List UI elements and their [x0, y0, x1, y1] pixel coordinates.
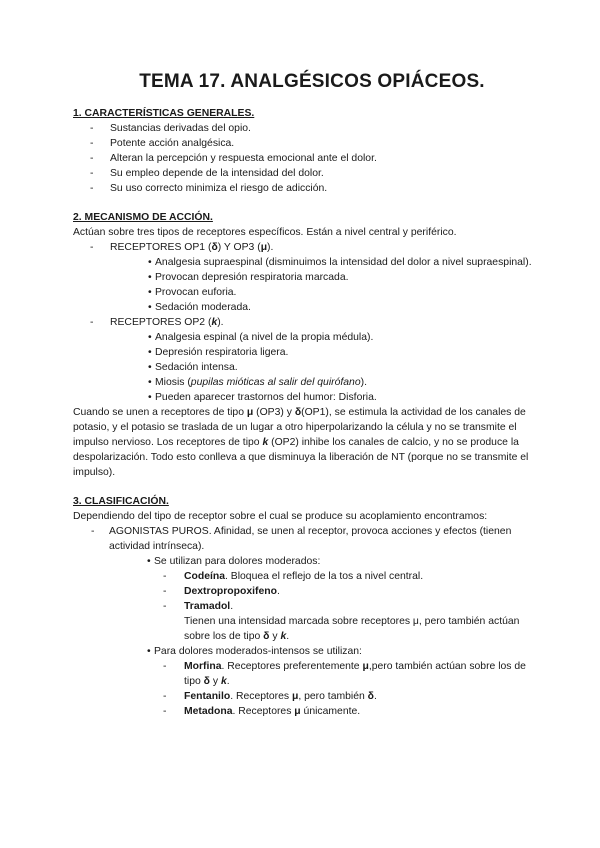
- list-item: • Se utilizan para dolores moderados:: [147, 554, 543, 569]
- general-characteristics-list: [73, 121, 543, 196]
- list-item: • Depresión respiratoria ligera.: [148, 345, 543, 360]
- document-page: [73, 70, 543, 719]
- drug-codeina: - Codeína. Bloquea el reflejo de la tos a nivel central.: [150, 569, 543, 584]
- classification-intro: Dependiendo del tipo de receptor sobre el cual se produce su acoplamiento encontramos:: [73, 511, 488, 522]
- moderate-drug-list: [73, 569, 543, 644]
- list-item: • Analgesia supraespinal (disminuimos la intensidad del dolor a nivel supraespinal).: [148, 255, 543, 270]
- drug-metadona: - Metadona. Receptores μ únicamente.: [150, 704, 543, 719]
- drug-fentanilo: - Fentanilo. Receptores μ, pero también δ.: [150, 689, 543, 704]
- intense-drug-list: [73, 659, 543, 719]
- page-title: TEMA 17. ANALGÉSICOS OPIÁCEOS.: [139, 71, 485, 92]
- list-item: - Su empleo depende de la intensidad del dolor.: [73, 166, 543, 181]
- drug-tramadol: - Tramadol. Tienen una intensidad marcada sobre receptores μ, pero también actúan sobre los de tipo δ y k.: [150, 599, 543, 644]
- list-item: • Analgesia espinal (a nivel de la propia médula).: [148, 330, 543, 345]
- drug-dextropropoxifeno: - Dextropropoxifeno.: [150, 584, 543, 599]
- list-item: - Sustancias derivadas del opio.: [73, 121, 543, 136]
- list-item: • Provocan depresión respiratoria marcada.: [148, 270, 543, 285]
- op2-effects: [73, 330, 543, 405]
- agonists-item: - AGONISTAS PUROS. Afinidad, se unen al receptor, provoca acciones y efectos (tienen actividad intrínseca).: [73, 524, 543, 554]
- list-item: • Pueden aparecer trastornos del humor: Disforia.: [148, 390, 543, 405]
- receptor-list: [73, 240, 543, 255]
- receptor-list-2: [73, 315, 543, 330]
- list-item: - Potente acción analgésica.: [73, 136, 543, 151]
- list-item: • Provocan euforia.: [148, 285, 543, 300]
- list-item: • Sedación moderada.: [148, 300, 543, 315]
- list-item: • Miosis (pupilas mióticas al salir del quirófano).: [148, 375, 543, 390]
- section-2-heading: 2. MECANISMO DE ACCIÓN.: [73, 212, 213, 223]
- list-item: - Su uso correcto minimiza el riesgo de adicción.: [73, 181, 543, 196]
- list-item: • Sedación intensa.: [148, 360, 543, 375]
- moderate-pain-group: [73, 554, 543, 569]
- section-3-heading: 3. CLASIFICACIÓN.: [73, 496, 169, 507]
- list-item: - Alteran la percepción y respuesta emocional ante el dolor.: [73, 151, 543, 166]
- intense-pain-group: [73, 644, 543, 659]
- receptor-op1-op3: - RECEPTORES OP1 (δ) Y OP3 (μ).: [73, 240, 543, 255]
- classification-list: [73, 524, 543, 554]
- mechanism-intro: Actúan sobre tres tipos de receptores específicos. Están a nivel central y periférico.: [73, 227, 457, 238]
- op1-op3-effects: [73, 255, 543, 315]
- mechanism-paragraph: Cuando se unen a receptores de tipo μ (OP3) y δ(OP1), se estimula la actividad de los canales de potasio, y el potasio se traslada de un lugar a otro hiperpolarizando la célula y no se transmite el impulso nervioso. Los receptores de tipo k (OP2) inhibe los canales de calcio, y no se produce la despolarización. Todo esto conlleva a que disminuya la liberación de NT (porque no se transmite el impulso).: [73, 407, 529, 478]
- list-item: • Para dolores moderados-intensos se utilizan:: [147, 644, 543, 659]
- section-1-heading: 1. CARACTERÍSTICAS GENERALES.: [73, 108, 255, 119]
- receptor-op2: - RECEPTORES OP2 (k).: [73, 315, 543, 330]
- drug-morfina: - Morfina. Receptores preferentemente μ,pero también actúan sobre los de tipo δ y k.: [150, 659, 543, 689]
